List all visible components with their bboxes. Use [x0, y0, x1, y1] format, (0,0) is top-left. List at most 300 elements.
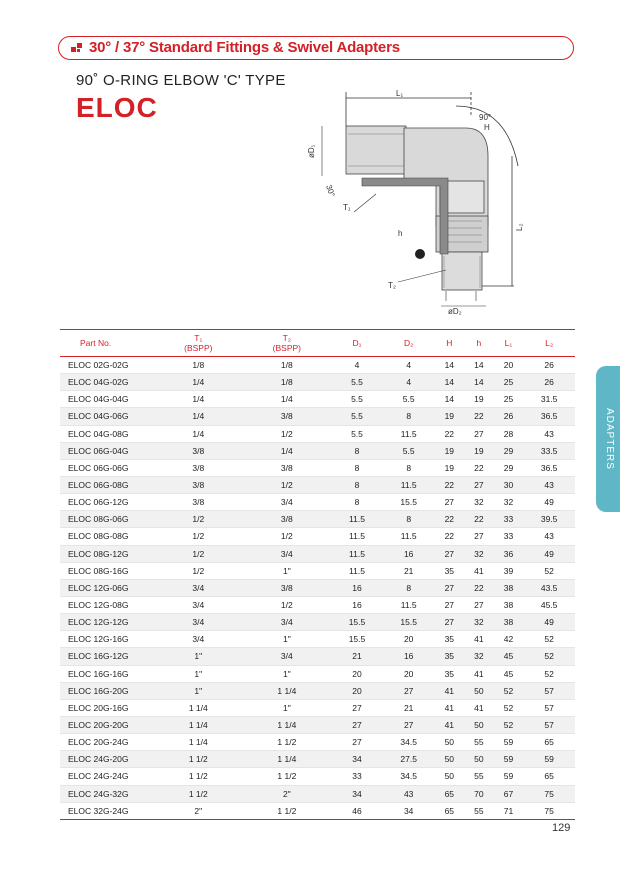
- table-cell: 1/2: [154, 511, 243, 528]
- table-cell: 1 1/2: [243, 734, 332, 751]
- adapters-tab[interactable]: [596, 366, 620, 512]
- table-row: [60, 357, 575, 374]
- table-cell: 3/4: [154, 631, 243, 648]
- table-cell: 1": [243, 699, 332, 716]
- label-d1: øD₁: [307, 144, 316, 158]
- table-cell: 38: [494, 614, 524, 631]
- table-cell: 29: [494, 459, 524, 476]
- table-cell: 1 1/4: [154, 734, 243, 751]
- label-t1: T₁: [343, 203, 351, 212]
- squares-icon: [71, 43, 83, 53]
- table-cell: 1": [154, 682, 243, 699]
- table-cell: 16: [331, 579, 383, 596]
- table-cell: 52: [494, 699, 524, 716]
- table-cell: 3/8: [243, 459, 332, 476]
- table-cell: 1/8: [243, 357, 332, 374]
- table-cell: 35: [435, 648, 465, 665]
- table-cell: 14: [435, 391, 465, 408]
- table-row: [60, 476, 575, 493]
- table-cell: 4: [383, 374, 435, 391]
- table-cell: 3/4: [243, 648, 332, 665]
- table-cell: 11.5: [383, 425, 435, 442]
- table-cell: 41: [435, 699, 465, 716]
- table-cell: 14: [435, 357, 465, 374]
- table-cell: 3/8: [154, 494, 243, 511]
- table-cell: ELOC 32G-24G: [60, 802, 154, 819]
- table-cell: 52: [523, 631, 575, 648]
- table-cell: ELOC 04G-08G: [60, 425, 154, 442]
- table-header-row: [60, 330, 575, 357]
- product-subtitle: 90˚ O-RING ELBOW 'C' TYPE: [76, 72, 286, 89]
- table-cell: 33: [494, 528, 524, 545]
- table-row: [60, 459, 575, 476]
- table-row: [60, 768, 575, 785]
- table-cell: 27: [464, 425, 494, 442]
- table-cell: 19: [464, 391, 494, 408]
- label-l2: L₂: [515, 223, 524, 231]
- table-cell: 1/4: [154, 391, 243, 408]
- column-header: T₂ (BSPP): [272, 333, 302, 353]
- table-row: [60, 631, 575, 648]
- table-cell: 1 1/2: [243, 802, 332, 819]
- table-row: [60, 425, 575, 442]
- table-cell: 65: [435, 785, 465, 802]
- table-cell: 1/8: [154, 357, 243, 374]
- table-cell: 16: [383, 545, 435, 562]
- product-model: ELOC: [76, 92, 158, 123]
- table-cell: 3/8: [243, 408, 332, 425]
- table-cell: 1/4: [243, 391, 332, 408]
- table-cell: 59: [494, 734, 524, 751]
- table-row: [60, 562, 575, 579]
- table-cell: 39: [494, 562, 524, 579]
- table-cell: 35: [435, 631, 465, 648]
- table-cell: 1/4: [154, 425, 243, 442]
- table-cell: 36.5: [523, 408, 575, 425]
- table-row: [60, 716, 575, 733]
- table-cell: 8: [331, 459, 383, 476]
- table-cell: 59: [494, 751, 524, 768]
- table-cell: 52: [523, 665, 575, 682]
- table-cell: ELOC 12G-06G: [60, 579, 154, 596]
- table-cell: 1 1/4: [243, 716, 332, 733]
- label-cone: 30°: [324, 183, 337, 199]
- table-cell: 27: [383, 682, 435, 699]
- table-cell: 59: [523, 751, 575, 768]
- table-cell: 14: [464, 374, 494, 391]
- table-cell: 2": [154, 802, 243, 819]
- table-cell: 27: [435, 596, 465, 613]
- table-cell: 50: [464, 682, 494, 699]
- table-cell: 27: [435, 579, 465, 596]
- column-header: L₂: [545, 338, 554, 348]
- label-h-lower: h: [398, 229, 403, 238]
- table-cell: 8: [383, 459, 435, 476]
- table-cell: 3/4: [243, 614, 332, 631]
- table-cell: 43: [523, 528, 575, 545]
- column-header: T₁ (BSPP): [184, 333, 213, 353]
- table-cell: 3/8: [154, 476, 243, 493]
- table-cell: 5.5: [383, 442, 435, 459]
- table-cell: 1/8: [243, 374, 332, 391]
- table-cell: 15.5: [331, 614, 383, 631]
- table-cell: 2": [243, 785, 332, 802]
- table-cell: 22: [464, 408, 494, 425]
- label-angle: 90°: [479, 113, 492, 122]
- table-cell: 3/8: [243, 511, 332, 528]
- table-cell: 67: [494, 785, 524, 802]
- table-cell: 49: [523, 614, 575, 631]
- table-cell: 75: [523, 785, 575, 802]
- table-row: [60, 579, 575, 596]
- table-cell: 8: [331, 476, 383, 493]
- table-cell: 19: [435, 408, 465, 425]
- table-cell: 27: [464, 596, 494, 613]
- table-cell: 1": [243, 665, 332, 682]
- table-cell: 19: [464, 442, 494, 459]
- table-cell: 38: [494, 579, 524, 596]
- table-cell: 20: [494, 357, 524, 374]
- table-cell: 8: [383, 408, 435, 425]
- table-cell: 36: [494, 545, 524, 562]
- table-cell: 33: [331, 768, 383, 785]
- table-cell: 38: [494, 596, 524, 613]
- table-cell: 35: [435, 562, 465, 579]
- table-cell: 55: [464, 768, 494, 785]
- table-cell: 8: [331, 442, 383, 459]
- table-cell: ELOC 06G-04G: [60, 442, 154, 459]
- table-cell: 27.5: [383, 751, 435, 768]
- table-cell: 42: [494, 631, 524, 648]
- table-cell: ELOC 04G-02G: [60, 374, 154, 391]
- dimension-table: [60, 329, 575, 820]
- table-cell: 3/4: [154, 596, 243, 613]
- table-cell: ELOC 08G-06G: [60, 511, 154, 528]
- table-row: [60, 802, 575, 819]
- table-cell: 1/2: [243, 528, 332, 545]
- column-header: D₂: [403, 338, 414, 348]
- column-header: h: [476, 338, 482, 348]
- table-cell: 21: [383, 699, 435, 716]
- table-cell: 26: [494, 408, 524, 425]
- table-cell: ELOC 24G-24G: [60, 768, 154, 785]
- table-cell: 3/8: [154, 459, 243, 476]
- table-cell: ELOC 16G-12G: [60, 648, 154, 665]
- column-header: D₁: [352, 338, 362, 348]
- table-cell: 43: [523, 476, 575, 493]
- table-cell: 11.5: [331, 528, 383, 545]
- label-l1: L₁: [396, 89, 404, 98]
- table-cell: ELOC 20G-20G: [60, 716, 154, 733]
- table-cell: 3/4: [154, 614, 243, 631]
- table-row: [60, 785, 575, 802]
- table-cell: 32: [464, 648, 494, 665]
- technical-drawing: [296, 86, 536, 326]
- table-cell: 1 1/4: [154, 699, 243, 716]
- table-cell: 52: [523, 648, 575, 665]
- table-cell: 1 1/2: [154, 768, 243, 785]
- table-cell: 22: [464, 579, 494, 596]
- table-cell: 35: [435, 665, 465, 682]
- table-row: [60, 682, 575, 699]
- table-cell: 20: [331, 665, 383, 682]
- table-cell: 1/2: [154, 545, 243, 562]
- table-cell: 21: [331, 648, 383, 665]
- table-cell: ELOC 08G-12G: [60, 545, 154, 562]
- table-cell: 57: [523, 716, 575, 733]
- table-cell: 26: [523, 357, 575, 374]
- table-cell: 1/2: [243, 425, 332, 442]
- table-cell: 55: [464, 734, 494, 751]
- table-cell: 5.5: [331, 391, 383, 408]
- table-cell: 22: [435, 425, 465, 442]
- table-cell: 19: [435, 442, 465, 459]
- column-header: Part No.: [80, 338, 112, 348]
- table-cell: 15.5: [383, 614, 435, 631]
- table-cell: 71: [494, 802, 524, 819]
- label-h-upper: H: [484, 123, 490, 132]
- table-cell: 14: [464, 357, 494, 374]
- table-cell: ELOC 20G-16G: [60, 699, 154, 716]
- table-cell: 4: [331, 357, 383, 374]
- table-cell: 45.5: [523, 596, 575, 613]
- table-cell: 27: [435, 614, 465, 631]
- table-cell: 15.5: [331, 631, 383, 648]
- label-t2: T₂: [388, 281, 396, 290]
- table-cell: 36.5: [523, 459, 575, 476]
- table-cell: 1": [243, 562, 332, 579]
- table-cell: 1": [154, 648, 243, 665]
- table-cell: 1/2: [154, 528, 243, 545]
- table-cell: ELOC 16G-16G: [60, 665, 154, 682]
- table-cell: 5.5: [383, 391, 435, 408]
- table-cell: 43: [383, 785, 435, 802]
- table-row: [60, 596, 575, 613]
- table-cell: 11.5: [383, 476, 435, 493]
- table-cell: 11.5: [331, 562, 383, 579]
- table-cell: ELOC 04G-06G: [60, 408, 154, 425]
- table-cell: 50: [435, 751, 465, 768]
- table-cell: ELOC 06G-06G: [60, 459, 154, 476]
- table-cell: 3/4: [243, 494, 332, 511]
- table-cell: 57: [523, 699, 575, 716]
- table-cell: 52: [494, 682, 524, 699]
- table-cell: ELOC 04G-04G: [60, 391, 154, 408]
- table-cell: ELOC 12G-16G: [60, 631, 154, 648]
- table-cell: ELOC 08G-08G: [60, 528, 154, 545]
- table-cell: 52: [523, 562, 575, 579]
- table-cell: 45: [494, 648, 524, 665]
- table-cell: 50: [464, 716, 494, 733]
- table-cell: 11.5: [331, 545, 383, 562]
- table-cell: 32: [464, 545, 494, 562]
- table-cell: 27: [331, 699, 383, 716]
- table-cell: 14: [435, 374, 465, 391]
- adapters-tab-label: ADAPTERS: [604, 408, 615, 470]
- table-cell: 11.5: [383, 528, 435, 545]
- table-cell: 41: [435, 682, 465, 699]
- table-cell: 1 1/2: [243, 768, 332, 785]
- table-cell: 34.5: [383, 734, 435, 751]
- table-cell: 5.5: [331, 425, 383, 442]
- table-cell: 19: [435, 459, 465, 476]
- table-cell: 34: [331, 785, 383, 802]
- table-cell: 41: [464, 631, 494, 648]
- table-row: [60, 665, 575, 682]
- table-cell: 4: [383, 357, 435, 374]
- table-cell: 3/4: [243, 545, 332, 562]
- table-cell: 1/2: [154, 562, 243, 579]
- table-cell: 27: [464, 528, 494, 545]
- table-cell: 27: [331, 716, 383, 733]
- table-cell: 32: [464, 614, 494, 631]
- table-cell: 1 1/2: [154, 751, 243, 768]
- table-row: [60, 648, 575, 665]
- table-cell: 34.5: [383, 768, 435, 785]
- table-cell: 1/4: [154, 374, 243, 391]
- table-cell: 31.5: [523, 391, 575, 408]
- table-cell: ELOC 12G-08G: [60, 596, 154, 613]
- table-cell: 52: [494, 716, 524, 733]
- table-cell: 1 1/4: [243, 682, 332, 699]
- table-row: [60, 614, 575, 631]
- table-cell: 22: [464, 511, 494, 528]
- table-cell: ELOC 02G-02G: [60, 357, 154, 374]
- table-cell: 27: [331, 734, 383, 751]
- column-header: L₁: [504, 338, 513, 348]
- table-row: [60, 442, 575, 459]
- table-cell: 49: [523, 494, 575, 511]
- table-cell: 30: [494, 476, 524, 493]
- table-cell: ELOC 06G-12G: [60, 494, 154, 511]
- table-cell: 8: [383, 511, 435, 528]
- table-cell: 21: [383, 562, 435, 579]
- table-cell: 5.5: [331, 408, 383, 425]
- table-cell: 50: [435, 768, 465, 785]
- table-row: [60, 528, 575, 545]
- table-cell: 22: [435, 511, 465, 528]
- table-cell: 16: [383, 648, 435, 665]
- table-cell: 75: [523, 802, 575, 819]
- table-cell: ELOC 16G-20G: [60, 682, 154, 699]
- table-cell: 43.5: [523, 579, 575, 596]
- table-cell: ELOC 12G-12G: [60, 614, 154, 631]
- table-cell: 32: [494, 494, 524, 511]
- table-cell: 25: [494, 391, 524, 408]
- table-cell: 1": [243, 631, 332, 648]
- table-cell: 41: [464, 665, 494, 682]
- table-cell: 1 1/4: [154, 716, 243, 733]
- table-cell: 22: [435, 476, 465, 493]
- table-cell: 39.5: [523, 511, 575, 528]
- table-row: [60, 699, 575, 716]
- table-cell: 11.5: [331, 511, 383, 528]
- table-row: [60, 734, 575, 751]
- table-cell: 65: [435, 802, 465, 819]
- table-cell: 8: [383, 579, 435, 596]
- page-number: 129: [552, 822, 571, 834]
- table-cell: 25: [494, 374, 524, 391]
- table-cell: 15.5: [383, 494, 435, 511]
- table-cell: 27: [435, 545, 465, 562]
- table-cell: 1 1/4: [243, 751, 332, 768]
- table-cell: 50: [435, 734, 465, 751]
- table-cell: 3/8: [243, 579, 332, 596]
- table-cell: 27: [383, 716, 435, 733]
- table-cell: 1": [154, 665, 243, 682]
- table-cell: 11.5: [383, 596, 435, 613]
- table-cell: ELOC 24G-20G: [60, 751, 154, 768]
- table-cell: 34: [383, 802, 435, 819]
- table-cell: 59: [494, 768, 524, 785]
- table-cell: 43: [523, 425, 575, 442]
- table-cell: 65: [523, 734, 575, 751]
- table-cell: 41: [435, 716, 465, 733]
- table-cell: 45: [494, 665, 524, 682]
- table-cell: 32: [464, 494, 494, 511]
- table-cell: 1/2: [243, 596, 332, 613]
- table-row: [60, 374, 575, 391]
- table-cell: 16: [331, 596, 383, 613]
- table-cell: 41: [464, 562, 494, 579]
- table-cell: 20: [331, 682, 383, 699]
- table-cell: 41: [464, 699, 494, 716]
- table-cell: 1 1/2: [154, 785, 243, 802]
- table-cell: 3/4: [154, 579, 243, 596]
- table-cell: 20: [383, 665, 435, 682]
- table-row: [60, 545, 575, 562]
- table-cell: ELOC 24G-32G: [60, 785, 154, 802]
- table-cell: 22: [435, 528, 465, 545]
- table-cell: 46: [331, 802, 383, 819]
- table-cell: 8: [331, 494, 383, 511]
- table-cell: 33: [494, 511, 524, 528]
- table-cell: 3/8: [154, 442, 243, 459]
- table-row: [60, 751, 575, 768]
- table-row: [60, 408, 575, 425]
- table-cell: 27: [464, 476, 494, 493]
- table-cell: 70: [464, 785, 494, 802]
- column-header: H: [446, 338, 453, 348]
- table-row: [60, 494, 575, 511]
- table-cell: 29: [494, 442, 524, 459]
- table-row: [60, 511, 575, 528]
- table-cell: 33.5: [523, 442, 575, 459]
- table-cell: 22: [464, 459, 494, 476]
- table-cell: 1/2: [243, 476, 332, 493]
- section-title: 30° / 37° Standard Fittings & Swivel Adapters: [89, 39, 400, 56]
- table-cell: 65: [523, 768, 575, 785]
- table-cell: ELOC 08G-16G: [60, 562, 154, 579]
- table-row: [60, 391, 575, 408]
- table-cell: 1/4: [154, 408, 243, 425]
- table-cell: 55: [464, 802, 494, 819]
- table-cell: ELOC 06G-08G: [60, 476, 154, 493]
- table-cell: 20: [383, 631, 435, 648]
- table-cell: 27: [435, 494, 465, 511]
- table-cell: 26: [523, 374, 575, 391]
- table-cell: 1/4: [243, 442, 332, 459]
- table-cell: 49: [523, 545, 575, 562]
- label-d2: øD₂: [448, 307, 462, 316]
- table-cell: 50: [464, 751, 494, 768]
- table-cell: 57: [523, 682, 575, 699]
- table-cell: 5.5: [331, 374, 383, 391]
- table-cell: 28: [494, 425, 524, 442]
- table-cell: 34: [331, 751, 383, 768]
- section-header: [58, 36, 574, 60]
- table-cell: ELOC 20G-24G: [60, 734, 154, 751]
